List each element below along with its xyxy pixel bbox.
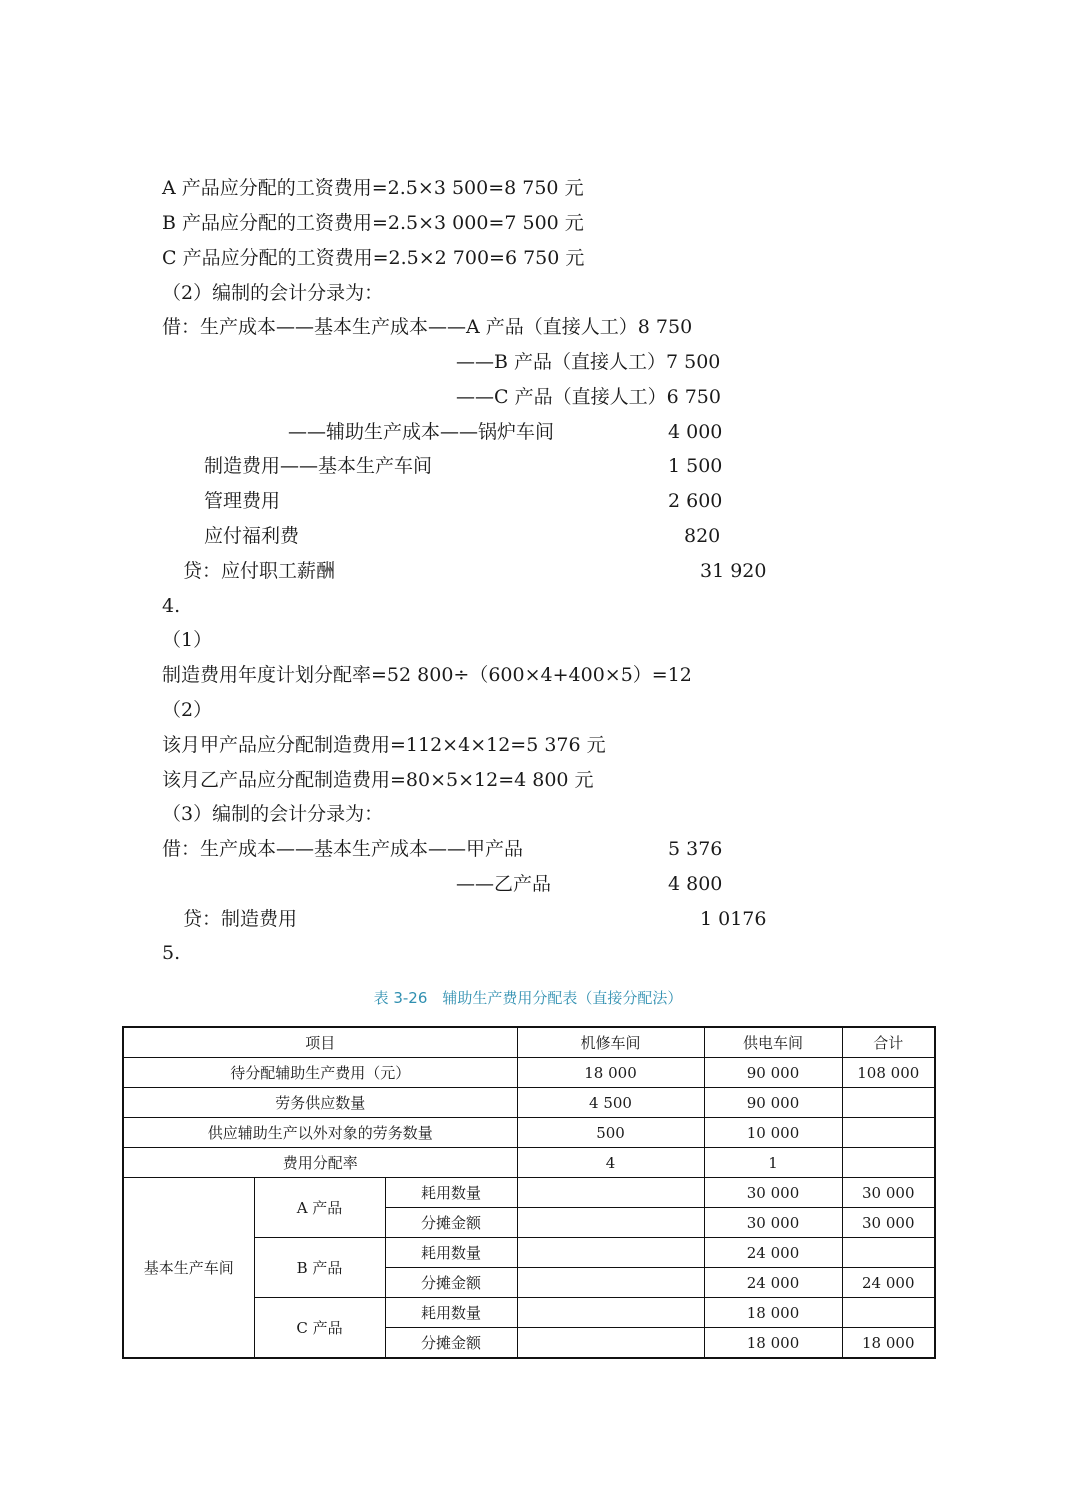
item-label: 耗用数量: [385, 1178, 517, 1208]
cell-total: [842, 1088, 935, 1118]
table-row: [123, 1178, 935, 1208]
item-label: 耗用数量: [385, 1238, 517, 1268]
cell-total: 18 000: [842, 1328, 935, 1359]
table-caption: 表 3-26 辅助生产费用分配表（直接分配法）: [373, 989, 683, 1007]
row-label: 供应辅助生产以外对象的劳务数量: [123, 1118, 517, 1148]
entry-debit-b: ——B 产品（直接人工）7 500: [456, 351, 721, 373]
entry-admin-amount: 2 600: [668, 490, 723, 512]
item-label: 分摊金额: [385, 1268, 517, 1298]
item-label: 分摊金额: [385, 1208, 517, 1238]
entry-heading-3: （3）编制的会计分录为：: [162, 803, 384, 825]
entry-overhead-amount: 1 500: [668, 455, 723, 477]
entry2-debit-yi-amount: 4 800: [668, 873, 723, 895]
cell-total: [842, 1298, 935, 1328]
jia-line: 该月甲产品应分配制造费用=112×4×12=5 376 元: [162, 734, 606, 756]
wage-line-c: C 产品应分配的工资费用=2.5×2 700=6 750 元: [162, 247, 585, 269]
entry2-debit-jia: 借：生产成本——基本生产成本——甲产品: [162, 838, 524, 860]
sub-1: （1）: [162, 629, 213, 651]
entry-welfare: 应付福利费: [204, 525, 300, 547]
cell-jixiu: 500: [517, 1118, 704, 1148]
entry-admin: 管理费用: [204, 490, 281, 512]
table-row: [123, 1148, 935, 1178]
product-c-label: C 产品: [254, 1298, 385, 1359]
entry-debit-a: 借：生产成本——基本生产成本——A 产品（直接人工）8 750: [162, 316, 693, 338]
cell-gongdian: 18 000: [704, 1298, 842, 1328]
cell-total: 30 000: [842, 1178, 935, 1208]
table-header-row: [123, 1027, 935, 1058]
cell-gongdian: 10 000: [704, 1118, 842, 1148]
entry2-credit: 贷：制造费用: [183, 908, 298, 930]
cell-jixiu: 4 500: [517, 1088, 704, 1118]
item-label: 耗用数量: [385, 1298, 517, 1328]
cell-gongdian: 90 000: [704, 1058, 842, 1088]
section-5: 5.: [162, 942, 181, 964]
entry-heading-2: （2）编制的会计分录为：: [162, 282, 384, 304]
wage-line-b: B 产品应分配的工资费用=2.5×3 000=7 500 元: [162, 212, 584, 234]
header-total: 合计: [842, 1027, 935, 1058]
entry2-credit-amount: 1 0176: [700, 908, 767, 930]
item-label: 分摊金额: [385, 1328, 517, 1359]
cell-jixiu: [517, 1238, 704, 1268]
row-label: 劳务供应数量: [123, 1088, 517, 1118]
cell-jixiu: [517, 1328, 704, 1359]
product-b-label: B 产品: [254, 1238, 385, 1298]
sub-2: （2）: [162, 699, 213, 721]
cell-gongdian: 24 000: [704, 1268, 842, 1298]
header-gongdian: 供电车间: [704, 1027, 842, 1058]
cell-gongdian: 30 000: [704, 1208, 842, 1238]
header-item: 项目: [123, 1027, 517, 1058]
cell-total: [842, 1238, 935, 1268]
entry2-debit-yi: ——乙产品: [456, 873, 552, 895]
entry-boiler: ——辅助生产成本——锅炉车间: [288, 421, 555, 443]
row-label: 费用分配率: [123, 1148, 517, 1178]
allocation-table: [122, 1026, 936, 1359]
cell-gongdian: 30 000: [704, 1178, 842, 1208]
entry2-debit-jia-amount: 5 376: [668, 838, 723, 860]
cell-jixiu: [517, 1208, 704, 1238]
yi-line: 该月乙产品应分配制造费用=80×5×12=4 800 元: [162, 769, 594, 791]
entry-welfare-amount: 820: [684, 525, 721, 547]
entry-credit-amount: 31 920: [700, 560, 767, 582]
table-row: [123, 1088, 935, 1118]
cell-gongdian: 1: [704, 1148, 842, 1178]
entry-boiler-amount: 4 000: [668, 421, 723, 443]
row-label: 待分配辅助生产费用（元）: [123, 1058, 517, 1088]
table-row: [123, 1058, 935, 1088]
cell-gongdian: 90 000: [704, 1088, 842, 1118]
rate-line: 制造费用年度计划分配率=52 800÷（600×4+400×5）=12: [162, 664, 692, 686]
group-label: 基本生产车间: [123, 1178, 254, 1359]
table-row: [123, 1118, 935, 1148]
cell-jixiu: 4: [517, 1148, 704, 1178]
cell-gongdian: 24 000: [704, 1238, 842, 1268]
cell-jixiu: [517, 1268, 704, 1298]
entry-credit: 贷：应付职工薪酬: [183, 560, 336, 582]
cell-gongdian: 18 000: [704, 1328, 842, 1359]
section-4: 4.: [162, 595, 181, 617]
entry-overhead: 制造费用——基本生产车间: [204, 455, 433, 477]
wage-line-a: A 产品应分配的工资费用=2.5×3 500=8 750 元: [162, 177, 584, 199]
header-jixiu: 机修车间: [517, 1027, 704, 1058]
cell-total: 24 000: [842, 1268, 935, 1298]
cell-total: [842, 1148, 935, 1178]
product-a-label: A 产品: [254, 1178, 385, 1238]
cell-total: [842, 1118, 935, 1148]
cell-jixiu: [517, 1178, 704, 1208]
entry-debit-c: ——C 产品（直接人工）6 750: [456, 386, 721, 408]
cell-jixiu: 18 000: [517, 1058, 704, 1088]
cell-total: 30 000: [842, 1208, 935, 1238]
cell-total: 108 000: [842, 1058, 935, 1088]
cell-jixiu: [517, 1298, 704, 1328]
